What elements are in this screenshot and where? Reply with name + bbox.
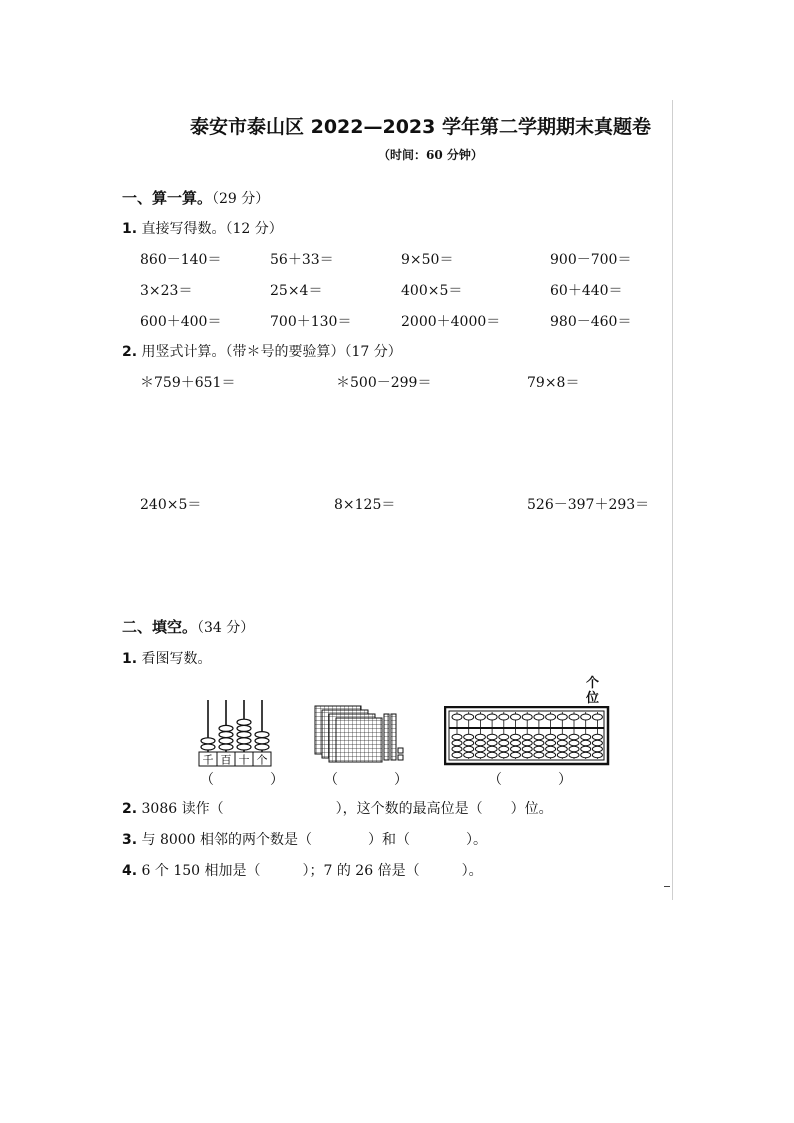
suanpan-lower-bead	[499, 734, 509, 740]
suanpan-upper-bead	[581, 714, 591, 720]
section1-heading	[122, 187, 269, 208]
oral-calc-item: 600＋400＝	[140, 314, 222, 330]
s2-q3-prompt	[122, 829, 487, 849]
suanpan-lower-bead	[534, 752, 544, 758]
exam-time: （时间：60 分钟）	[378, 148, 483, 162]
counting-frame-abacus	[196, 698, 276, 768]
abacus-answer-blank: （ ）	[200, 772, 284, 788]
suanpan-lower-bead	[557, 752, 567, 758]
unit-cube	[398, 755, 403, 760]
suanpan-lower-bead	[464, 746, 474, 752]
suanpan-lower-bead	[569, 746, 579, 752]
suanpan-answer-blank: （ ）	[488, 772, 572, 788]
s2-q4-prompt	[122, 860, 483, 880]
suanpan-lower-bead	[557, 740, 567, 746]
abacus-bead	[201, 738, 215, 744]
section2-points: （34 分）	[197, 620, 255, 636]
suanpan-lower-bead	[452, 740, 462, 746]
suanpan-lower-bead	[499, 746, 509, 752]
suanpan-lower-bead	[452, 746, 462, 752]
suanpan-lower-bead	[475, 740, 485, 746]
s2-q2-prompt	[122, 798, 553, 818]
vertical-calc-item: ＊759＋651＝	[140, 375, 236, 391]
suanpan-upper-bead	[511, 714, 521, 720]
suanpan-lower-bead	[464, 740, 474, 746]
abacus-bead	[219, 744, 233, 750]
section1-heading-text: 一、算一算。	[122, 189, 213, 207]
suanpan-lower-bead	[592, 752, 602, 758]
s2-q3-number: 3.	[122, 832, 138, 848]
page-title: 泰安市泰山区 2022—2023 学年第二学期期末真题卷	[190, 116, 651, 138]
suanpan-upper-bead	[464, 714, 474, 720]
s1-q2-text: 用竖式计算。（带＊号的要验算）（17 分）	[141, 344, 402, 360]
suanpan-lower-bead	[581, 746, 591, 752]
s1-q1-text: 直接写得数。（12 分）	[141, 221, 283, 237]
s2-q4-number: 4.	[122, 863, 138, 879]
abacus-bead	[219, 732, 233, 738]
abacus-bead	[237, 738, 251, 744]
suanpan-upper-bead	[569, 714, 579, 720]
oral-calc-item: 56＋33＝	[270, 252, 334, 268]
oral-calc-item: 60＋440＝	[550, 283, 623, 299]
suanpan-lower-bead	[581, 740, 591, 746]
suanpan-lower-bead	[464, 752, 474, 758]
suanpan-upper-bead	[592, 714, 602, 720]
base-ten-blocks	[312, 704, 406, 764]
abacus-label-tens: 十	[238, 753, 250, 767]
suanpan-lower-bead	[546, 740, 556, 746]
section2-heading	[122, 616, 254, 637]
ten-rod	[384, 714, 389, 760]
abacus-bead	[237, 725, 251, 731]
suanpan-lower-bead	[546, 746, 556, 752]
s2-q2-number: 2.	[122, 801, 138, 817]
suanpan-lower-bead	[534, 746, 544, 752]
vertical-calc-item: 8×125＝	[334, 497, 396, 513]
suanpan-lower-bead	[592, 734, 602, 740]
suanpan-lower-bead	[581, 752, 591, 758]
suanpan-lower-bead	[487, 740, 497, 746]
suanpan-lower-bead	[511, 734, 521, 740]
suanpan-lower-bead	[464, 734, 474, 740]
suanpan-label-top: 个	[586, 676, 600, 691]
suanpan-lower-bead	[592, 740, 602, 746]
suanpan-lower-bead	[569, 752, 579, 758]
suanpan-lower-bead	[546, 752, 556, 758]
suanpan-lower-bead	[499, 752, 509, 758]
suanpan-label-bottom: 位	[586, 691, 600, 706]
vertical-calc-item: 79×8＝	[527, 375, 580, 391]
unit-cube	[398, 748, 403, 753]
oral-calc-item: 860－140＝	[140, 252, 222, 268]
suanpan-lower-bead	[534, 734, 544, 740]
section1-points: （29 分）	[212, 191, 270, 207]
suanpan-lower-bead	[475, 746, 485, 752]
suanpan-upper-bead	[487, 714, 497, 720]
suanpan-lower-bead	[534, 740, 544, 746]
oral-calc-item: 3×23＝	[140, 283, 193, 299]
suanpan-lower-bead	[487, 746, 497, 752]
abacus-label-thousands: 千	[202, 753, 214, 767]
suanpan-lower-bead	[522, 746, 532, 752]
s1-q1-number: 1.	[122, 221, 138, 237]
oral-calc-item: 2000＋4000＝	[401, 314, 501, 330]
suanpan-lower-bead	[522, 752, 532, 758]
abacus-label-ones: 个	[256, 753, 268, 767]
suanpan-lower-bead	[557, 746, 567, 752]
abacus-bead	[237, 732, 251, 738]
s2-q1-text: 看图写数。	[141, 651, 212, 667]
page-edge-line	[672, 100, 673, 900]
suanpan-upper-bead	[522, 714, 532, 720]
abacus-bead	[237, 744, 251, 750]
suanpan-lower-bead	[487, 752, 497, 758]
suanpan-lower-bead	[511, 740, 521, 746]
abacus-bead	[255, 738, 269, 744]
suanpan-lower-bead	[452, 752, 462, 758]
suanpan-lower-bead	[511, 752, 521, 758]
suanpan-lower-bead	[569, 740, 579, 746]
abacus-bead	[255, 744, 269, 750]
abacus-bead	[219, 725, 233, 731]
suanpan-lower-bead	[475, 734, 485, 740]
s2-q1-number: 1.	[122, 651, 138, 667]
suanpan-lower-bead	[522, 734, 532, 740]
abacus-label-hundreds: 百	[220, 753, 232, 767]
abacus-bead	[219, 738, 233, 744]
suanpan-upper-bead	[534, 714, 544, 720]
s2-q1-prompt	[122, 648, 212, 668]
oral-calc-item: 25×4＝	[270, 283, 323, 299]
vertical-calc-item: ＊500－299＝	[336, 375, 432, 391]
section2-heading-text: 二、填空。	[122, 618, 198, 636]
suanpan-upper-bead	[452, 714, 462, 720]
s2-q3-text: 与 8000 相邻的两个数是（ ）和（ ）。	[141, 832, 488, 848]
suanpan-lower-bead	[522, 740, 532, 746]
oral-calc-item: 980－460＝	[550, 314, 632, 330]
page-edge-dash	[664, 886, 670, 887]
vertical-calc-item: 240×5＝	[140, 497, 202, 513]
suanpan-lower-bead	[557, 734, 567, 740]
oral-calc-item: 400×5＝	[401, 283, 463, 299]
suanpan-abacus	[444, 706, 610, 766]
suanpan-lower-bead	[592, 746, 602, 752]
suanpan-lower-bead	[546, 734, 556, 740]
oral-calc-item: 900－700＝	[550, 252, 632, 268]
suanpan-upper-bead	[499, 714, 509, 720]
s2-q2-text: 3086 读作（ ），这个数的最高位是（ ）位。	[141, 801, 553, 817]
s1-q2-number: 2.	[122, 344, 138, 360]
suanpan-lower-bead	[487, 734, 497, 740]
suanpan-lower-bead	[511, 746, 521, 752]
ten-rod	[391, 714, 396, 760]
oral-calc-item: 700＋130＝	[270, 314, 352, 330]
suanpan-lower-bead	[475, 752, 485, 758]
suanpan-ones-label	[586, 676, 599, 706]
abacus-bead	[237, 719, 251, 725]
abacus-bead	[255, 732, 269, 738]
s1-q1-prompt	[122, 218, 283, 238]
s2-q4-text: 6 个 150 相加是（ ）；7 的 26 倍是（ ）。	[141, 863, 483, 879]
suanpan-upper-bead	[557, 714, 567, 720]
vertical-calc-item: 526－397＋293＝	[527, 497, 650, 513]
suanpan-lower-bead	[569, 734, 579, 740]
blocks-answer-blank: （ ）	[324, 772, 408, 788]
suanpan-lower-bead	[452, 734, 462, 740]
suanpan-upper-bead	[475, 714, 485, 720]
s1-q2-prompt	[122, 341, 402, 361]
abacus-bead	[201, 744, 215, 750]
suanpan-lower-bead	[499, 740, 509, 746]
suanpan-lower-bead	[581, 734, 591, 740]
oral-calc-item: 9×50＝	[401, 252, 454, 268]
hundred-flat	[336, 718, 382, 762]
suanpan-upper-bead	[546, 714, 556, 720]
